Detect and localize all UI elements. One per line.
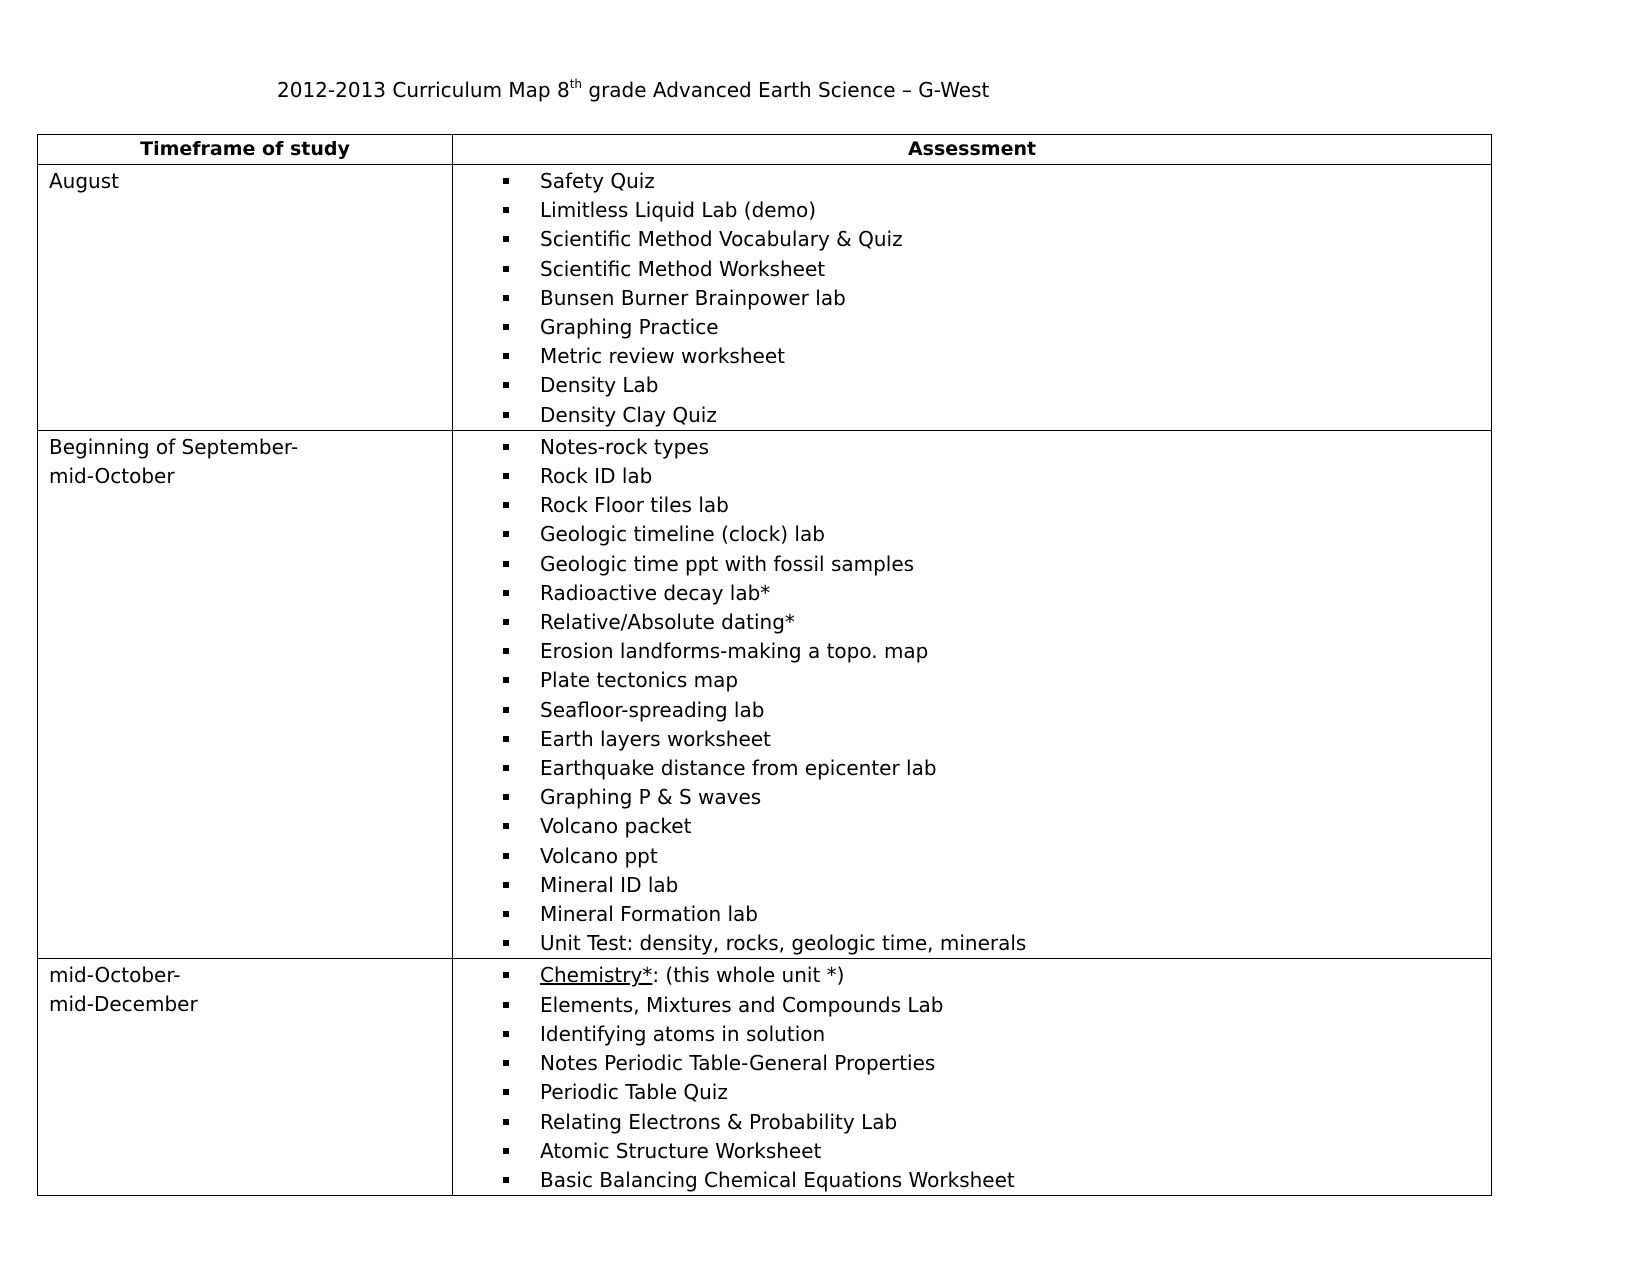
list-item: Bunsen Burner Brainpower lab	[453, 284, 1491, 313]
title-text-rest: grade Advanced Earth Science – G-West	[582, 78, 990, 102]
list-item: Mineral ID lab	[453, 871, 1491, 900]
square-bullet-icon	[503, 473, 509, 479]
square-bullet-icon	[503, 178, 509, 184]
square-bullet-icon	[503, 1177, 509, 1183]
list-item: Periodic Table Quiz	[453, 1078, 1491, 1107]
list-item: Graphing P & S waves	[453, 783, 1491, 812]
list-item: Notes-rock types	[453, 433, 1491, 462]
square-bullet-icon	[503, 765, 509, 771]
timeframe-text: mid-December	[49, 992, 198, 1017]
list-item: Basic Balancing Chemical Equations Worksheet	[453, 1166, 1491, 1195]
square-bullet-icon	[503, 1031, 509, 1037]
list-item: Elements, Mixtures and Compounds Lab	[453, 991, 1491, 1020]
square-bullet-icon	[503, 648, 509, 654]
document-title	[277, 76, 989, 104]
square-bullet-icon	[503, 236, 509, 242]
square-bullet-icon	[503, 972, 509, 978]
assessment-list	[453, 959, 1491, 1195]
list-item: Density Clay Quiz	[453, 401, 1491, 430]
square-bullet-icon	[503, 619, 509, 625]
list-item: Mineral Formation lab	[453, 900, 1491, 929]
square-bullet-icon	[503, 823, 509, 829]
chemistry-unit-label: Chemistry*	[540, 963, 653, 988]
list-item: Atomic Structure Worksheet	[453, 1137, 1491, 1166]
list-item: Geologic timeline (clock) lab	[453, 520, 1491, 549]
square-bullet-icon	[503, 590, 509, 596]
list-item: Identifying atoms in solution	[453, 1020, 1491, 1049]
list-item: Unit Test: density, rocks, geologic time, minerals	[453, 929, 1491, 958]
title-text: 2012-2013 Curriculum Map 8	[277, 78, 570, 102]
square-bullet-icon	[503, 882, 509, 888]
square-bullet-icon	[503, 382, 509, 388]
square-bullet-icon	[503, 561, 509, 567]
square-bullet-icon	[503, 1002, 509, 1008]
header-row	[38, 135, 1492, 165]
square-bullet-icon	[503, 940, 509, 946]
timeframe-text: mid-October	[49, 463, 175, 488]
list-item: Rock ID lab	[453, 462, 1491, 491]
list-item: Volcano packet	[453, 812, 1491, 841]
table-row	[38, 430, 1492, 959]
square-bullet-icon	[503, 1060, 509, 1066]
assessment-list	[453, 431, 1491, 959]
assessment-cell	[453, 959, 1492, 1196]
title-superscript: th	[569, 77, 583, 91]
list-item: Plate tectonics map	[453, 666, 1491, 695]
timeframe-text: mid-October-	[49, 963, 181, 988]
square-bullet-icon	[503, 444, 509, 450]
timeframe-cell	[38, 959, 453, 1196]
list-item: Relative/Absolute dating*	[453, 608, 1491, 637]
list-item: Scientific Method Worksheet	[453, 255, 1491, 284]
square-bullet-icon	[503, 207, 509, 213]
list-item: Density Lab	[453, 371, 1491, 400]
list-item: Earth layers worksheet	[453, 725, 1491, 754]
timeframe-text: August	[49, 169, 119, 193]
list-item: Earthquake distance from epicenter lab	[453, 754, 1491, 783]
square-bullet-icon	[503, 736, 509, 742]
square-bullet-icon	[503, 324, 509, 330]
square-bullet-icon	[503, 853, 509, 859]
list-item: Limitless Liquid Lab (demo)	[453, 196, 1491, 225]
list-item: Seafloor-spreading lab	[453, 696, 1491, 725]
square-bullet-icon	[503, 1119, 509, 1125]
list-item: Scientific Method Vocabulary & Quiz	[453, 225, 1491, 254]
assessment-cell	[453, 430, 1492, 959]
list-item: Geologic time ppt with fossil samples	[453, 550, 1491, 579]
square-bullet-icon	[503, 1148, 509, 1154]
curriculum-table	[37, 134, 1492, 1196]
list-item: Chemistry*: (this whole unit *)	[453, 961, 1491, 990]
square-bullet-icon	[503, 1089, 509, 1095]
list-item: Metric review worksheet	[453, 342, 1491, 371]
square-bullet-icon	[503, 412, 509, 418]
table-row	[38, 959, 1492, 1196]
timeframe-cell	[38, 165, 453, 431]
table-row	[38, 165, 1492, 431]
square-bullet-icon	[503, 531, 509, 537]
header-assessment: Assessment	[453, 135, 1492, 165]
header-timeframe: Timeframe of study	[38, 135, 453, 165]
square-bullet-icon	[503, 266, 509, 272]
assessment-list	[453, 165, 1491, 430]
square-bullet-icon	[503, 353, 509, 359]
square-bullet-icon	[503, 707, 509, 713]
list-item: Graphing Practice	[453, 313, 1491, 342]
list-item: Relating Electrons & Probability Lab	[453, 1108, 1491, 1137]
list-item: Erosion landforms-making a topo. map	[453, 637, 1491, 666]
list-item: Safety Quiz	[453, 167, 1491, 196]
list-item: Notes Periodic Table-General Properties	[453, 1049, 1491, 1078]
list-item: Volcano ppt	[453, 842, 1491, 871]
square-bullet-icon	[503, 295, 509, 301]
timeframe-text: Beginning of September-	[49, 434, 299, 459]
timeframe-cell	[38, 430, 453, 959]
square-bullet-icon	[503, 502, 509, 508]
list-item: Rock Floor tiles lab	[453, 491, 1491, 520]
square-bullet-icon	[503, 794, 509, 800]
square-bullet-icon	[503, 677, 509, 683]
square-bullet-icon	[503, 911, 509, 917]
assessment-cell	[453, 165, 1492, 431]
list-item: Radioactive decay lab*	[453, 579, 1491, 608]
